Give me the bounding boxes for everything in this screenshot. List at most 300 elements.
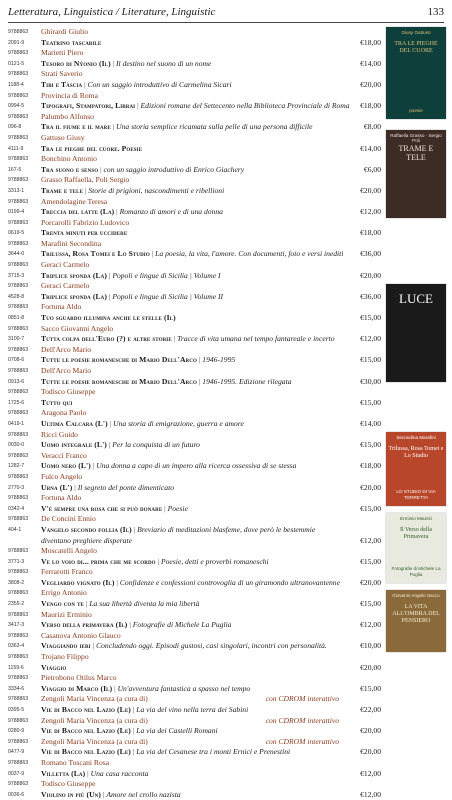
isbn-code: 9788863 [8,240,29,247]
author-name: Strati Saverio [41,69,83,79]
author-name: Ferrarotti Franco [41,567,93,577]
cover-title: TRA LE PIEGHE DEL CUORE [394,41,438,54]
author-name: Amendolagine Teresa [41,196,108,206]
cover-author: Giovanni Angelo Sacco [392,593,440,598]
isbn-code: 0036-6 [8,791,25,798]
author-row [8,69,381,80]
isbn-code: 9788863 [8,198,29,205]
author-row [8,345,381,356]
book-title: Urna (L') [41,482,73,492]
author-name: Marafini Secondina [41,238,102,248]
book-cover-verso [386,513,446,583]
book-entry: Trilussa, Rosa Tomei e Lo Studio | La poesia, la vita, l'amore. Con documenti, foto e versi inediti [41,249,344,259]
cover-title: LUCE [399,291,433,306]
book-entry: Treccia del latte (La) | Romanzo di amori e di una donna [41,207,223,217]
book-subtitle: Popoli e lingue di Sicilia | Volume II [112,291,224,301]
book-entry: Vie di Bacco nel Lazio (Le) | La via del Cesanese tra i monti Ernici e Prenestini [41,747,291,757]
author-name: Fortuna Aldo [41,302,82,312]
author-row [8,779,381,790]
title-row [8,122,381,133]
price: €6,00 [363,164,381,174]
author-name: Provincia di Roma [41,90,98,100]
isbn-code: 9788863 [8,219,29,226]
author-row [8,493,381,504]
book-subtitle: Storie di prigioni, nascondimenti e ribellioni [88,185,225,195]
title-row [8,228,381,239]
author-name: Romano Toscani Rosa [41,757,110,767]
cover-author: Secondina Marafini [396,435,436,440]
author-row [8,694,381,705]
book-title: Tra le pieghe del cuore. Poesie [41,143,143,153]
price: €15,00 [360,355,381,365]
author-row [8,451,381,462]
book-entry: Vengo con te | La sua libertà diventa la mia libertà [41,599,200,609]
author-name: Dell'Arco Mario [41,366,92,375]
isbn-code: 9788863 [8,262,29,269]
isbn-code: 9788863 [8,516,29,523]
author-row [8,112,381,123]
cover-title: Trilussa, Rosa Tomei e Lo Studio [388,446,444,459]
author-name: Trojano Filippo [41,652,89,662]
book-entry: Tutta colpa dell'Euro (?) e altre storie | Tracce di vita umana nel tempo fantareale e incerto [41,334,335,344]
author-name: De Concini Ennio [41,514,96,524]
isbn-code: 9788863 [8,156,29,163]
book-title: Uomo integrale (L') [41,440,107,450]
price: €15,00 [360,556,381,566]
book-title: Viaggio di Marco (Il) [41,683,113,693]
isbn-code: 9788863 [8,368,29,374]
book-subtitle: Poesie, detti e proverbi romaneschi [160,556,269,566]
isbn-code: 0477-9 [8,749,25,756]
book-subtitle: 1946-1995. Edizione rilegata [202,376,292,386]
price: €30,00 [360,376,381,386]
book-entry: Vegliardo vignato (Il) | Confidenze e confessioni controvoglia di un giramondo ultranovantenne [41,577,340,587]
book-subtitle: Concludendo oggi. Episodi gustosi, casi singolari, incontri con personalità. [96,641,327,651]
cdrom-note: con CDROM interattivo [265,715,339,725]
isbn-code: 3100-7 [8,336,25,343]
author-row [8,260,381,271]
isbn-code: 1188-4 [8,81,24,88]
book-entry: Viaggiando ieri | Concludendo oggi. Episodi gustosi, casi singolari, incontri con personalità. [41,641,327,651]
book-entry: Tra suono e senso | con un saggio introduttivo di Enrico Giachery [41,164,245,174]
title-row [8,59,381,70]
isbn-code: 9788863 [8,29,29,35]
book-subtitle: La via del Cesanese tra i monti Ernici e Prenestini [136,747,291,757]
isbn-code: 0030-0 [8,442,25,449]
title-row [8,599,381,610]
book-entry: Triplice sponda (La) | Popoli e lingue di Sicilia | Volume II [41,291,224,301]
isbn-code: 9788863 [8,759,29,766]
book-entry: Tutte le poesie romanesche di Mario Dell'Arco | 1946-1995. Edizione rilegata [41,376,292,386]
isbn-code: 9788863 [8,495,29,502]
isbn-code: 9788863 [8,389,29,396]
book-title: Vangelo secondo follia (Il) [41,524,132,534]
isbn-code: 4111-9 [8,145,24,152]
book-subtitle: Popoli e lingue di Sicilia | Volume I [112,270,221,280]
book-entry: Tibi e Tàscia | Con un saggio introduttivo di Carmelina Sicari [41,79,232,89]
price: €20,00 [360,577,381,587]
book-cover-trame [386,130,446,218]
author-row [8,48,381,59]
book-title: Tutto qui [41,397,73,407]
isbn-code: 0280-9 [8,728,25,735]
isbn-code: 0619-5 [8,230,25,237]
isbn-code: 9788863 [8,611,29,618]
book-entry [41,663,351,674]
book-entry: Villetta (La) | Una casa racconta [41,768,149,778]
author-row [8,546,381,557]
title-row [8,419,381,430]
author-name: Zengoli Maria Vincenza (a cura di) [41,694,148,704]
isbn-code: 4528-8 [8,293,25,300]
author-row [8,567,381,578]
book-title: Vie di Bacco nel Lazio (Le) [41,705,131,714]
author-row [8,175,381,186]
cover-author: Giusy Gattuso [401,30,431,35]
isbn-code: 9788863 [8,304,29,311]
author-name: Dell'Arco Mario [41,344,92,354]
author-name: Zengoli Maria Vincenza (a cura di) [41,715,148,725]
book-title: Ultima Calcara (L') [41,418,108,428]
price: €12,00 [360,535,381,545]
author-name: Fulco Angelo [41,471,83,481]
isbn-code: 0419-1 [8,420,25,427]
isbn-code: 9788863 [8,696,29,703]
author-name: Geraci Carmelo [41,281,90,291]
book-cover-trilussa [386,432,446,506]
isbn-code: 9788863 [8,177,29,184]
book-subtitle: Una donna a capo di un impero alla ricerca ossessiva di se stessa [96,461,297,471]
cover-title: LA VITA ALL'OMBRA DEL PENSIERO [392,604,440,624]
isbn-code: 167-5 [8,166,22,173]
title-row [8,313,381,324]
cover-subtitle: LO STUDIO DI VIA TORRETTA [396,489,436,500]
price: €22,00 [360,705,381,714]
isbn-code: 9788863 [8,590,29,597]
author-row [8,472,381,483]
title-row [8,101,381,112]
isbn-code: 9788863 [8,410,29,417]
price: €20,00 [360,482,381,492]
title-row [8,440,381,451]
isbn-code: 3417-3 [8,622,25,629]
author-name: Geraci Carmelo [41,260,90,270]
author-row [8,366,381,377]
book-title: Ve lo voio di... prima che me scordo [41,556,156,566]
price: €36,00 [360,291,381,301]
price: €18,00 [360,37,381,47]
author-name: Grasso Raffaella, Poli Sergio [41,175,130,185]
book-entry: Triplice sponda (La) | Popoli e lingue di Sicilia | Volume I [41,270,221,280]
isbn-code: 0913-6 [8,378,25,385]
isbn-code: 9788863 [8,92,29,99]
book-title: Vie di Bacco nel Lazio (Le) [41,726,131,736]
isbn-code: 3808-2 [8,579,25,586]
author-row [8,133,381,144]
price: €18,00 [360,228,381,238]
isbn-code: 1725-6 [8,399,25,406]
price: €14,00 [360,143,381,153]
price: €12,00 [360,620,381,630]
book-entry: Violino in più (Un) | Amore nel crollo nazista [41,789,181,799]
book-subtitle: Poesie [167,503,188,513]
title-row [8,186,381,197]
book-title: Tutta colpa dell'Euro (?) e altre storie [41,334,172,344]
cover-title: TRAME E TELE [398,144,434,162]
isbn-code: 404-1 [8,526,22,533]
book-title: Tesoro di Nýonio (Il) [41,58,111,68]
author-row [8,673,381,684]
book-title: Vegliardo vignato (Il) [41,577,115,587]
book-entry: Verso della primavera (Il) | Fotografie di Michele La Puglia [41,620,232,630]
book-entry: Vie di Bacco nel Lazio (Le) | La via del vino nella terra dei Sabini [41,705,249,714]
price: €12,00 [360,789,381,799]
book-subtitle: Amore nel crollo nazista [106,789,181,799]
isbn-code: 9788863 [8,325,29,332]
book-subtitle: Confidenze e confessioni controvoglia di un giramondo ultranovantenne [119,577,340,587]
isbn-code: 0121-5 [8,60,25,67]
book-cover-vita [386,590,446,652]
price: €14,00 [360,58,381,68]
book-subtitle: Fotografie di Michele La Puglia [132,620,232,630]
book-entry [41,398,351,409]
author-row [8,387,381,398]
author-name: Todisco Giuseppe [41,387,96,397]
isbn-code: 9788863 [8,675,29,682]
isbn-code: 1159-6 [8,664,24,671]
price: €12,00 [360,768,381,778]
book-entry [41,38,351,49]
book-entry: Trame e tele | Storie di prigioni, nascondimenti e ribellioni [41,185,225,195]
author-row [8,324,381,335]
cover-subtitle: Fotografie di Michele La Puglia [391,566,441,577]
book-entry: Uomo integrale (L') | Per la conquista di un futuro [41,440,200,450]
author-row [8,197,381,208]
price: €15,00 [360,397,381,407]
book-entry: Ultima Calcara (L') | Una storia di emigrazione, guerra e amore [41,418,244,428]
book-entry: Tipografi, Stampatori, Librai | Edizioni romane del Settecento nella Biblioteca Provinciale di Roma [41,101,350,111]
isbn-code: 9788863 [8,473,29,480]
book-title: Tra suono e senso [41,164,99,174]
book-title: Trame e tele [41,185,84,195]
cover-title: Il Verso della Primavera [400,527,432,540]
title-row [8,504,381,515]
book-title: Vie di Bacco nel Lazio (Le) [41,747,131,757]
page-number: 133 [427,6,444,18]
author-row [8,302,381,313]
author-name: Porcarolli Fabrizio Ludovico [41,217,130,227]
price: €20,00 [360,270,381,280]
book-subtitle: Con un saggio introduttivo di Carmelina Sicari [87,79,232,89]
book-entry: Tesoro di Nýonio (Il) | Il destino nel suono di un nome [41,58,212,68]
isbn-code: 9788863 [8,548,29,555]
author-name: Todisco Giuseppe [41,779,96,789]
book-subtitle: Una casa racconta [90,768,149,778]
price: €36,00 [360,249,381,259]
isbn-code: 0199-4 [8,209,25,216]
author-row [8,281,381,292]
book-entry: Vie di Bacco nel Lazio (Le) | La via dei Castelli Romani [41,726,218,736]
price: €18,00 [360,461,381,471]
book-subtitle: Il segreto del ponte dimenticato [77,482,174,492]
title-row [8,726,381,737]
title-row [8,684,381,695]
book-title: Trilussa, Rosa Tomei e Lo Studio [41,249,150,259]
author-name: Casanova Antonio Glauco [41,630,121,640]
book-entry [41,536,351,547]
price: €20,00 [360,726,381,736]
title-row [8,747,381,758]
book-title: Tra il fiume e il mare [41,122,111,132]
book-entry: V'è sempre una rosa che si può donare | Poesie [41,503,188,513]
book-entry [41,313,351,324]
author-row [8,430,381,441]
author-name: Gattuso Giusy [41,132,85,142]
isbn-code: 9788863 [8,113,29,120]
author-name: Aragona Paolo [41,408,87,418]
title-row [8,461,381,472]
book-title: Viaggiando ieri [41,641,91,651]
book-subtitle: La via del vino nella terra dei Sabini [136,705,249,714]
isbn-code: 9788863 [8,717,29,724]
book-title: Tibi e Tàscia [41,79,83,89]
isbn-code: 0851-8 [8,315,25,322]
book-title: Tuo sguardo illumina anche le stelle (Il) [41,313,176,323]
isbn-code: 0342-4 [8,505,25,512]
author-name: Ghirardi Giulio [41,27,89,36]
book-entry [41,144,351,155]
price: €12,00 [360,207,381,217]
author-row [8,408,381,419]
title-row [8,271,381,282]
title-row [8,663,381,674]
title-row [8,557,381,568]
title-row [8,165,381,176]
book-title: Viaggio [41,662,67,672]
book-subtitle: La via dei Castelli Romani [136,726,218,736]
isbn-code: 9788863 [8,632,29,639]
price: €18,00 [360,101,381,111]
book-title: Trenta minuti per uccidere [41,228,128,238]
author-row [8,91,381,102]
title-row [8,377,381,388]
author-name: Zengoli Maria Vincenza (a cura di) [41,736,148,746]
isbn-code: 3644-0 [8,251,25,258]
author-row [8,652,381,663]
book-subtitle: Una storia di emigrazione, guerra e amore [113,418,244,428]
isbn-code: 0037-9 [8,770,25,777]
page-header [8,4,444,23]
book-subtitle: La sua libertà diventa la mia libertà [89,599,200,609]
author-name: Bonchino Antonio [41,154,97,164]
page-section-title: Letteratura, Linguistica / Literature, Linguistic [8,6,216,18]
book-entry: Urna (L') | Il segreto del ponte dimenticato [41,482,174,492]
author-row [8,588,381,599]
book-title: Tutte le poesie romanesche di Mario Dell'Arco [41,355,197,365]
book-entry: Vangelo secondo follia (Il) | Breviario di meditazioni blasfeme, dove però le bestemmie [41,524,316,534]
book-title: Vengo con te [41,599,84,609]
title-row [8,620,381,631]
isbn-code: 9788863 [8,283,29,290]
book-subtitle: con un saggio introduttivo di Enrico Giachery [103,164,245,174]
price: €14,00 [360,418,381,428]
book-title: Villetta (La) [41,768,86,778]
price: €12,00 [360,334,381,344]
author-name: Pietrobono Otilus Marco [41,673,117,683]
price: €20,00 [360,662,381,672]
book-title: Tutte le poesie romanesche di Mario Dell'Arco [41,376,197,386]
title-row [8,292,381,303]
author-name: Marietti Piero [41,48,84,58]
author-name: Palumbo Alfonso [41,111,94,121]
book-title: V'è sempre una rosa che si può donare [41,503,163,513]
title-row [8,578,381,589]
book-title: Tipografi, Stampatori, Librai [41,101,136,111]
isbn-code: 9788863 [8,346,29,353]
book-entry: Tutte le poesie romanesche di Mario Dell'Arco | 1946-1995 [41,355,236,365]
book-title: Uomo nero (L') [41,461,91,471]
isbn-code: 2091-9 [8,39,25,46]
book-title: Teatrino tascabile [41,37,102,47]
author-name: Veracci Franco [41,450,87,460]
book-cover-luce [386,284,446,382]
title-row [8,536,381,547]
catalog-list [8,27,381,800]
price: €20,00 [360,185,381,195]
isbn-code: 9788863 [8,71,29,78]
book-title: Triplice sponda (La) [41,291,107,301]
isbn-code: 3313-1 [8,187,25,194]
book-cover-pieghe [386,27,446,119]
isbn-code: 0395-5 [8,707,25,713]
book-subtitle: Il destino nel suono di un nome [116,58,212,68]
cover-author: Raffaella Grasso · Sergio Poli [390,133,442,144]
title-row [8,525,381,536]
book-title: Violino in più (Un) [41,789,102,799]
isbn-code: 9788863 [8,738,29,745]
book-title: Treccia del latte (La) [41,207,115,217]
author-name: Sacco Giovanni Angelo [41,323,114,333]
cdrom-note: con CDROM interattivo [265,736,339,746]
price: €15,00 [360,599,381,609]
book-subtitle: diventano preghiere disperate [41,535,132,545]
isbn-code: 9788863 [8,452,29,459]
author-row [8,154,381,165]
title-row [8,334,381,345]
book-entry: Uomo nero (L') | Una donna a capo di un impero alla ricerca ossessiva di se stessa [41,461,297,471]
book-subtitle: Edizioni romane del Settecento nella Biblioteca Provinciale di Roma [140,101,350,111]
book-entry: Tra il fiume e il mare | Una storia semplice ricamata sulla pelle di una persona difficile [41,122,313,132]
title-row [8,80,381,91]
book-entry [41,228,351,239]
author-name: Maurizi Erminio [41,609,92,619]
author-name: Moscatelli Angelo [41,546,97,556]
book-subtitle: Un'avventura fantastica a spasso nel tempo [117,683,251,693]
isbn-code: 096-8 [8,124,22,131]
isbn-code: 3771-3 [8,558,25,565]
isbn-code: 3715-3 [8,272,25,279]
price: €20,00 [360,79,381,89]
title-row [8,207,381,218]
title-row [8,483,381,494]
author-name: Ricci Guido [41,429,78,439]
price: €15,00 [360,503,381,513]
isbn-code: 9788863 [8,50,29,57]
author-row [8,239,381,250]
title-row [8,355,381,366]
book-entry: Viaggio di Marco (Il) | Un'avventura fantastica a spasso nel tempo [41,683,251,693]
price: €8,00 [363,122,381,132]
